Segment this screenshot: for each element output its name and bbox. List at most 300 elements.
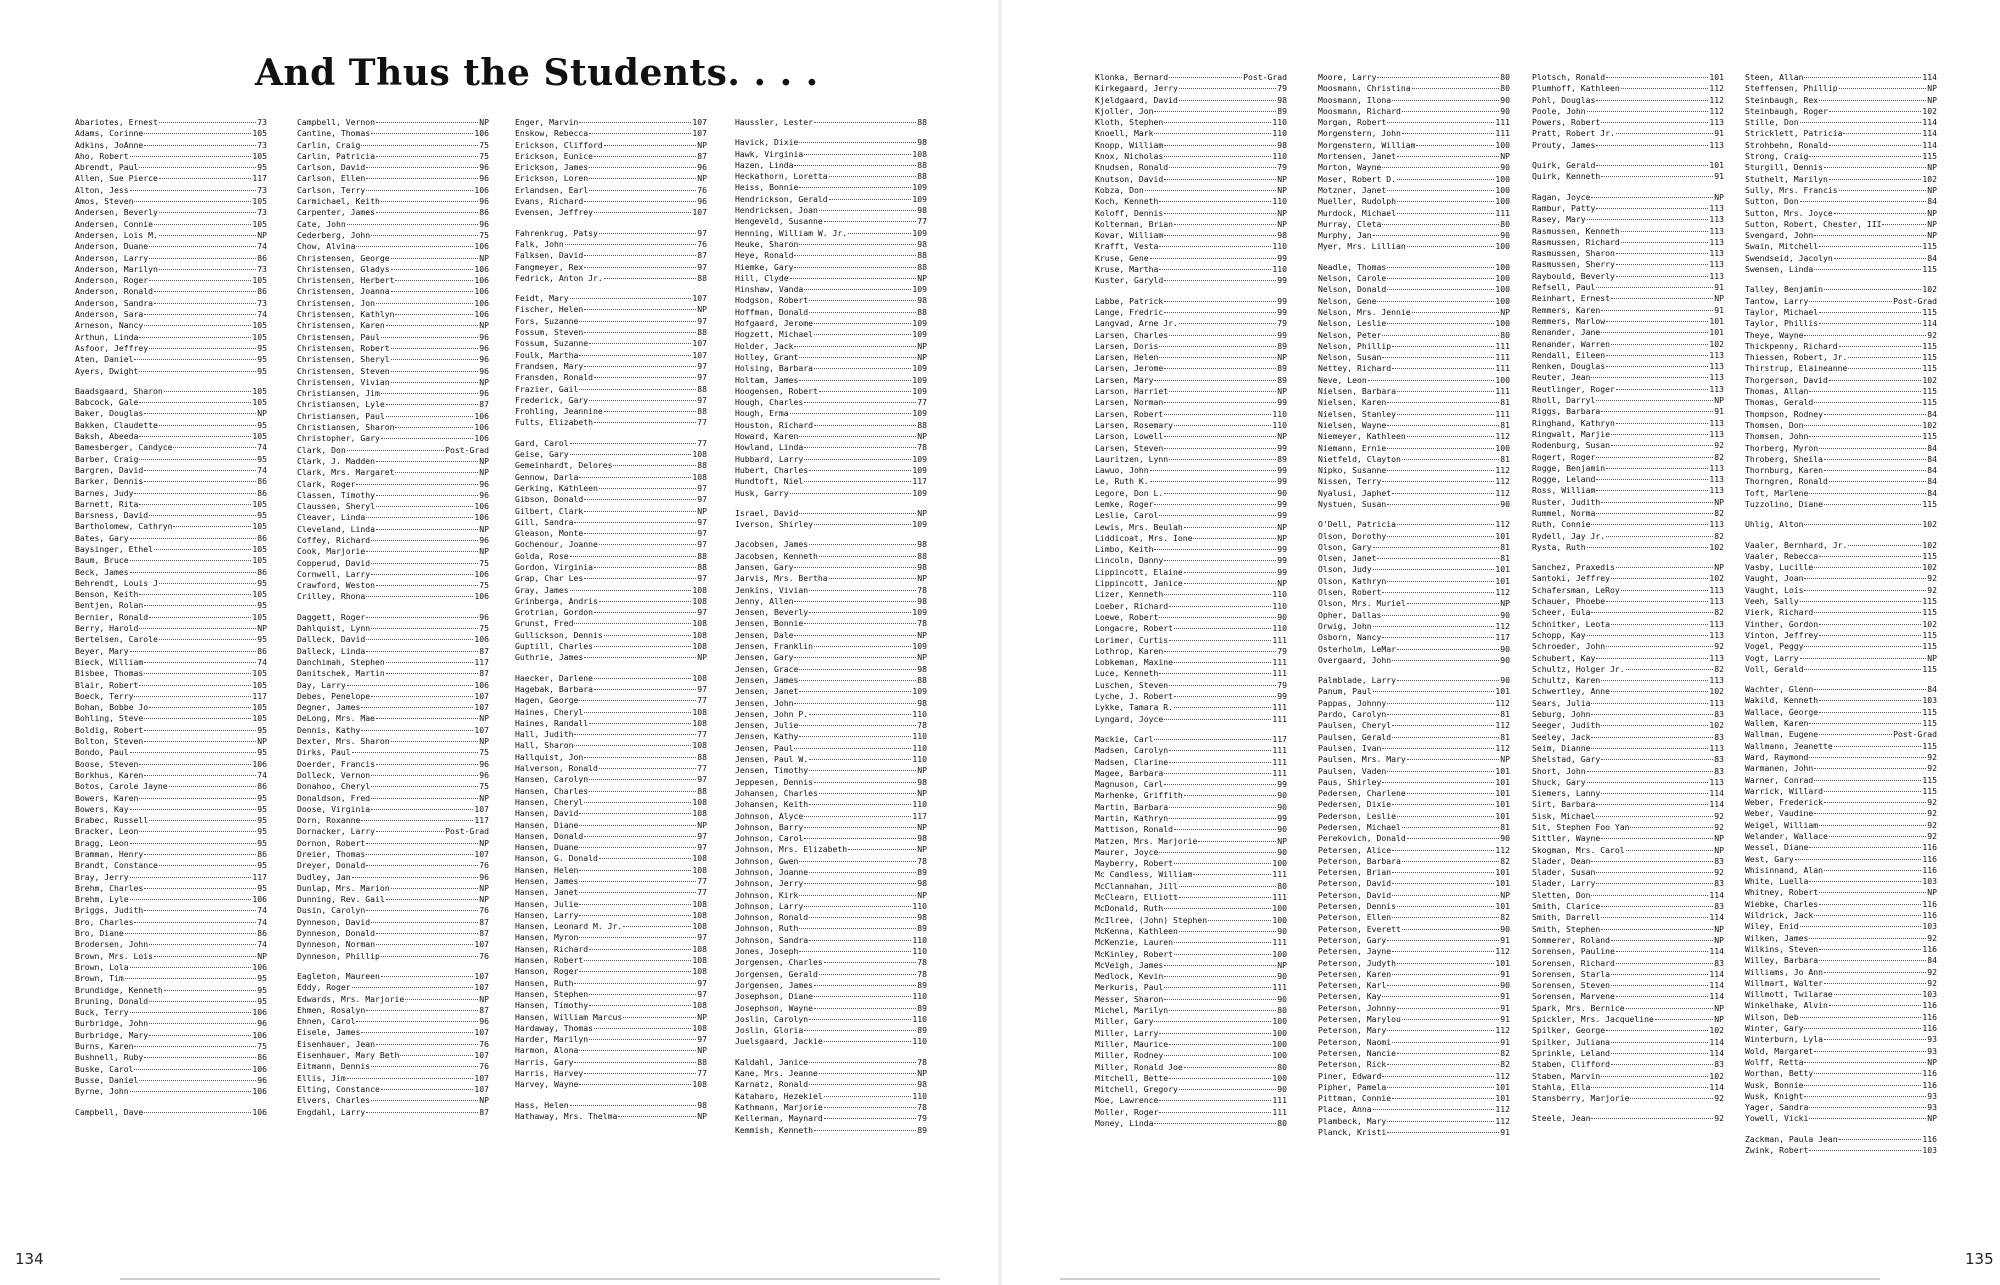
dot-leader xyxy=(1611,623,1708,625)
page-reference: 96 xyxy=(479,218,489,229)
dot-leader xyxy=(391,347,479,349)
student-name: Sit, Stephen Foo Yan xyxy=(1532,822,1630,832)
student-name: Murphy, Jan xyxy=(1318,230,1372,241)
student-name: Andersen, Lois M. xyxy=(75,229,158,240)
student-name: Steen, Allan xyxy=(1745,72,1804,82)
student-name: Marhenke, Griffith xyxy=(1095,790,1183,801)
student-entry xyxy=(1532,418,1724,429)
student-name: Hoogensen, Robert xyxy=(735,385,818,396)
page-reference: 100 xyxy=(1495,139,1510,150)
dot-leader xyxy=(391,370,479,372)
student-name: Danitschek, Martin xyxy=(297,668,385,679)
page-reference: 74 xyxy=(257,769,267,780)
student-name: Pedersen, Dixie xyxy=(1318,799,1392,810)
student-name: Paulsen, Mrs. Mary xyxy=(1318,754,1406,765)
page-reference: 90 xyxy=(1277,971,1287,982)
student-entry xyxy=(75,1030,267,1041)
dot-leader xyxy=(1154,110,1276,112)
page-reference: 97 xyxy=(697,360,707,371)
dot-leader xyxy=(1611,973,1708,975)
student-entry xyxy=(1318,788,1510,799)
student-name: McKenzie, Lauren xyxy=(1095,937,1173,948)
dot-leader xyxy=(371,573,473,575)
dot-leader xyxy=(1407,245,1495,247)
dot-leader xyxy=(154,548,251,550)
student-entry xyxy=(515,673,707,684)
student-entry xyxy=(297,759,489,770)
student-name: Wusk, Knight xyxy=(1745,1090,1804,1101)
student-name: Swain, Mitchell xyxy=(1745,241,1819,252)
student-entry xyxy=(1532,259,1724,270)
student-entry xyxy=(1095,174,1287,185)
page-reference: 114 xyxy=(1709,1036,1724,1047)
page-reference: 98 xyxy=(917,595,927,606)
dot-leader xyxy=(1150,469,1277,471)
dot-leader xyxy=(1809,846,1921,848)
student-name: Dreyer, Donald xyxy=(297,860,366,871)
dot-leader xyxy=(1601,1075,1708,1077)
student-name: Nielsen, Stanley xyxy=(1318,408,1396,419)
student-entry xyxy=(297,524,489,535)
dot-leader xyxy=(1387,1086,1494,1088)
page-reference: 102 xyxy=(1709,1025,1724,1036)
student-entry xyxy=(1745,607,1937,618)
student-name: Nelson, Peter xyxy=(1318,329,1382,340)
student-entry xyxy=(1745,307,1937,318)
page-reference: 108 xyxy=(692,1022,707,1033)
student-entry xyxy=(735,991,927,1002)
dot-leader xyxy=(809,769,916,771)
student-name: Jensen, Julie xyxy=(735,720,799,731)
dot-leader xyxy=(1804,577,1926,579)
dot-leader xyxy=(1397,178,1494,180)
student-entry xyxy=(1095,95,1287,106)
dot-leader xyxy=(1179,896,1272,898)
page-reference: 113 xyxy=(1709,596,1724,607)
student-entry xyxy=(1532,519,1724,530)
student-name: Frazier, Gail xyxy=(515,383,579,394)
page-reference: 96 xyxy=(479,354,489,365)
page-reference: 105 xyxy=(252,589,267,600)
student-entry xyxy=(1318,1025,1510,1036)
page-reference: 108 xyxy=(692,584,707,595)
student-entry xyxy=(1095,241,1287,252)
student-entry xyxy=(1532,924,1724,935)
student-entry xyxy=(1532,83,1724,94)
student-name: Neve, Leon xyxy=(1318,374,1367,385)
dot-leader xyxy=(1412,311,1500,313)
student-name: Hansen, William Marcus xyxy=(515,1011,623,1022)
page-reference: 88 xyxy=(917,674,927,685)
student-name: Refsell, Paul xyxy=(1532,282,1596,293)
dot-leader xyxy=(386,672,479,674)
dot-leader xyxy=(579,936,696,938)
student-entry xyxy=(1095,544,1287,555)
dot-leader xyxy=(1829,835,1926,837)
student-name: Sears, Julia xyxy=(1532,697,1591,708)
student-entry xyxy=(75,555,267,566)
page-reference: 111 xyxy=(1495,352,1510,363)
student-entry xyxy=(735,551,927,562)
student-entry xyxy=(1745,499,1937,510)
student-name: Johnson, Ruth xyxy=(735,923,799,934)
student-name: Schultz, Holger Jr. xyxy=(1532,663,1625,674)
page-reference: 103 xyxy=(1922,921,1937,932)
page-reference: 88 xyxy=(697,561,707,572)
student-name: Carlson, Ellen xyxy=(297,173,366,184)
student-entry xyxy=(1318,632,1510,643)
student-entry xyxy=(1318,709,1510,720)
student-name: Amos, Steven xyxy=(75,196,134,207)
student-entry xyxy=(1532,128,1724,139)
page-reference: 109 xyxy=(912,318,927,329)
page-reference: 108 xyxy=(692,641,707,652)
page-reference: NP xyxy=(697,304,707,315)
dot-leader xyxy=(371,1065,478,1067)
student-name: Bushnell, Ruby xyxy=(75,1052,144,1063)
student-name: Kirkegaard, Jerry xyxy=(1095,83,1178,94)
student-name: McKenna, Kathleen xyxy=(1095,925,1178,936)
student-entry xyxy=(1095,892,1287,903)
student-name: Larsen, Mary xyxy=(1095,374,1154,385)
student-name: Debes, Penelope xyxy=(297,690,371,701)
student-name: Bertelsen, Carole xyxy=(75,634,158,645)
dot-leader xyxy=(1611,939,1713,941)
student-name: Hansen, Leonard M. Jr. xyxy=(515,921,623,932)
page-reference: 110 xyxy=(912,946,927,957)
dot-leader xyxy=(604,410,697,412)
dot-leader xyxy=(169,785,257,787)
student-name: Christensen, Kathlyn xyxy=(297,309,395,320)
page-reference: 112 xyxy=(1709,105,1724,116)
page-reference: 96 xyxy=(479,331,489,342)
dot-leader xyxy=(809,589,916,591)
dot-leader xyxy=(1587,546,1709,548)
page-reference: 77 xyxy=(917,216,927,227)
dot-leader xyxy=(1611,1052,1708,1054)
student-entry xyxy=(297,1084,489,1095)
dot-leader xyxy=(579,699,696,701)
student-name: Bernier, Ronald xyxy=(75,611,149,622)
student-name: Siemers, Lanny xyxy=(1532,788,1601,799)
student-name: Hansen, Richard xyxy=(515,943,589,954)
student-entry xyxy=(1095,409,1287,420)
student-name: Jones, Joseph xyxy=(735,946,799,957)
dot-leader xyxy=(134,200,251,202)
student-name: Krafft, Vesta xyxy=(1095,241,1159,252)
dot-leader xyxy=(381,336,478,338)
dot-leader xyxy=(1392,99,1499,101)
page-reference: 111 xyxy=(1272,1095,1287,1106)
page-reference: 82 xyxy=(1500,1059,1510,1070)
student-entry xyxy=(1745,944,1937,955)
dot-leader xyxy=(1169,76,1242,78)
student-entry xyxy=(297,793,489,804)
dot-leader xyxy=(1164,279,1276,281)
page-reference: 87 xyxy=(479,645,489,656)
page-reference: 78 xyxy=(917,855,927,866)
student-entry xyxy=(1745,162,1937,173)
dot-leader xyxy=(1169,334,1276,336)
student-name: White, Luella xyxy=(1745,876,1809,887)
student-entry xyxy=(1532,463,1724,474)
student-entry xyxy=(1532,833,1724,844)
student-name: Bentjen, Rolan xyxy=(75,600,144,611)
student-entry xyxy=(735,273,927,284)
dot-leader xyxy=(1591,860,1713,862)
student-entry xyxy=(1745,106,1937,117)
dot-leader xyxy=(159,424,256,426)
student-entry xyxy=(1532,698,1724,709)
page-reference: 80 xyxy=(1500,83,1510,94)
dot-leader xyxy=(130,808,257,810)
student-name: Erickson, James xyxy=(515,162,589,173)
dot-leader xyxy=(1164,413,1271,415)
dot-leader xyxy=(1596,144,1708,146)
dot-leader xyxy=(391,358,479,360)
dot-leader xyxy=(1164,783,1276,785)
student-name: Howland, Linda xyxy=(735,442,804,453)
dot-leader xyxy=(1169,817,1276,819)
student-entry xyxy=(1318,262,1510,273)
page-reference: 98 xyxy=(917,697,927,708)
dot-leader xyxy=(376,943,473,945)
page-reference: 110 xyxy=(912,1013,927,1024)
page-reference: 100 xyxy=(1495,284,1510,295)
name-column-4 xyxy=(735,117,927,1136)
page-reference: 113 xyxy=(1709,383,1724,394)
student-name: Golda, Rose xyxy=(515,550,569,561)
page-reference: 113 xyxy=(1709,139,1724,150)
bottom-rule-left xyxy=(120,1278,940,1280)
page-title: And Thus the Students. . . . xyxy=(255,52,819,94)
student-name: Campbell, Dave xyxy=(75,1106,144,1117)
student-name: Nelson, Phillip xyxy=(1318,340,1392,351)
student-entry xyxy=(75,691,267,702)
student-entry xyxy=(1318,621,1510,632)
page-reference: 111 xyxy=(1272,745,1287,756)
student-name: Schroeder, John xyxy=(1532,641,1606,652)
dot-leader xyxy=(599,487,696,489)
dot-leader xyxy=(1819,322,1921,324)
dot-leader xyxy=(1387,266,1494,268)
student-name: Worthan, Betty xyxy=(1745,1068,1814,1079)
section-gap xyxy=(75,377,267,386)
dot-leader xyxy=(1601,410,1713,412)
dot-leader xyxy=(1824,288,1921,290)
student-entry xyxy=(1318,720,1510,731)
page-reference: 84 xyxy=(1927,684,1937,695)
student-name: Ringhand, Kathryn xyxy=(1532,417,1615,428)
student-entry xyxy=(297,634,489,645)
student-name: Larsen, Rosemary xyxy=(1095,419,1173,430)
dot-leader xyxy=(1373,625,1495,627)
dot-leader xyxy=(144,740,256,742)
dot-leader xyxy=(1616,950,1709,952)
page-reference: 105 xyxy=(252,679,267,690)
name-column-2 xyxy=(297,117,489,1118)
student-entry xyxy=(75,264,267,275)
student-name: Alton, Jess xyxy=(75,184,129,195)
student-entry xyxy=(297,173,489,184)
student-name: Jensen, Franklin xyxy=(735,641,813,652)
student-entry xyxy=(515,1057,707,1068)
student-name: Grunst, Fred xyxy=(515,618,574,629)
page-reference: 86 xyxy=(257,928,267,939)
student-entry xyxy=(1095,971,1287,982)
student-name: Wachter, Glenn xyxy=(1745,684,1814,695)
student-entry xyxy=(1095,140,1287,151)
page-reference: 82 xyxy=(1714,663,1724,674)
dot-leader xyxy=(584,711,691,713)
student-entry xyxy=(75,860,267,871)
dot-leader xyxy=(1368,379,1495,381)
page-reference: 79 xyxy=(1277,162,1287,173)
student-name: Cate, John xyxy=(297,218,346,229)
page-reference: 98 xyxy=(917,912,927,923)
student-entry xyxy=(1532,429,1724,440)
student-entry xyxy=(75,499,267,510)
student-entry xyxy=(1095,264,1287,275)
student-entry xyxy=(1318,958,1510,969)
page-reference: 106 xyxy=(252,961,267,972)
dot-leader xyxy=(395,426,473,428)
page-reference: NP xyxy=(1927,1113,1937,1124)
student-name: Dynneson, David xyxy=(297,916,371,927)
dot-leader xyxy=(405,998,478,1000)
student-entry xyxy=(515,763,707,774)
student-entry xyxy=(515,293,707,304)
page-reference: 91 xyxy=(1500,1002,1510,1013)
dot-leader xyxy=(1164,121,1271,123)
student-name: Knudsen, Ronald xyxy=(1095,162,1169,173)
student-name: Knoell, Mark xyxy=(1095,128,1154,139)
dot-leader xyxy=(1397,1052,1499,1054)
dot-leader xyxy=(371,785,478,787)
student-entry xyxy=(75,454,267,465)
dot-leader xyxy=(1382,356,1494,358)
student-entry xyxy=(1532,991,1724,1002)
page-reference: 105 xyxy=(252,555,267,566)
dot-leader xyxy=(1611,577,1708,579)
dot-leader xyxy=(391,887,479,889)
student-name: Fangmeyer, Rex xyxy=(515,261,584,272)
student-name: Madsen, Carolyn xyxy=(1095,745,1169,756)
dot-leader xyxy=(347,1077,474,1079)
dot-leader xyxy=(1804,645,1921,647)
student-entry xyxy=(1745,585,1937,596)
student-name: Abariotes, Ernest xyxy=(75,117,158,127)
student-entry xyxy=(75,905,267,916)
student-entry xyxy=(515,384,707,395)
student-name: Hansen, Diane xyxy=(515,819,579,830)
student-entry xyxy=(297,366,489,377)
student-entry xyxy=(75,939,267,950)
page-reference: 116 xyxy=(1922,1000,1937,1011)
page-reference: 99 xyxy=(1277,295,1287,306)
student-entry xyxy=(297,849,489,860)
dot-leader xyxy=(1397,523,1494,525)
page-reference: 106 xyxy=(252,758,267,769)
page-reference: 98 xyxy=(917,833,927,844)
dot-leader xyxy=(1174,627,1271,629)
student-name: Thomsen, Don xyxy=(1745,419,1804,430)
page-reference: 105 xyxy=(252,218,267,229)
page-reference: NP xyxy=(1714,1002,1724,1013)
dot-leader xyxy=(366,189,473,191)
student-entry xyxy=(297,1095,489,1106)
student-name: Reuter, Jean xyxy=(1532,372,1591,383)
student-entry xyxy=(1532,1113,1724,1124)
student-entry xyxy=(1095,488,1287,499)
student-name: Pedersen, Michael xyxy=(1318,822,1401,832)
student-name: Nielsen, Barbara xyxy=(1318,386,1396,397)
student-entry xyxy=(75,815,267,826)
page-reference: 110 xyxy=(912,991,927,1002)
student-entry xyxy=(75,567,267,578)
student-name: Sorensen, Marvene xyxy=(1532,991,1615,1002)
page-reference: 98 xyxy=(917,776,927,787)
student-entry xyxy=(735,969,927,980)
page-reference: 108 xyxy=(692,909,707,920)
student-entry xyxy=(515,449,707,460)
page-reference: 83 xyxy=(1714,901,1724,912)
student-name: Petersen, Marylou xyxy=(1318,1014,1401,1025)
dot-leader xyxy=(579,970,691,972)
dot-leader xyxy=(1809,1106,1926,1108)
page-reference: 99 xyxy=(1277,544,1287,555)
student-entry xyxy=(735,799,927,810)
student-entry xyxy=(75,725,267,736)
page-reference: 111 xyxy=(1495,408,1510,419)
student-entry xyxy=(75,151,267,162)
student-name: Schultz, Karen xyxy=(1532,675,1601,686)
page-reference: 99 xyxy=(1277,510,1287,521)
student-entry xyxy=(515,562,707,573)
page-reference: NP xyxy=(1277,578,1287,589)
page-reference: 116 xyxy=(1922,853,1937,864)
page-reference: 106 xyxy=(474,297,489,308)
page-reference: NP xyxy=(1714,562,1724,573)
page-reference: 115 xyxy=(1922,431,1937,442)
page-reference: 114 xyxy=(1922,139,1937,150)
dot-leader xyxy=(1814,767,1926,769)
dot-leader xyxy=(594,677,691,679)
student-name: Madsen, Clarine xyxy=(1095,756,1169,767)
student-name: Frandsen, Mary xyxy=(515,360,584,371)
student-name: Haines, Randall xyxy=(515,717,589,728)
student-entry xyxy=(297,377,489,388)
page-reference: 111 xyxy=(1495,363,1510,374)
page-reference: 105 xyxy=(252,668,267,679)
dot-leader xyxy=(376,584,478,586)
dot-leader xyxy=(1387,424,1499,426)
student-name: Barnett, Rita xyxy=(75,498,139,509)
student-entry xyxy=(1095,1062,1287,1073)
page-reference: 106 xyxy=(474,275,489,286)
student-entry xyxy=(515,978,707,989)
student-name: Legore, Don L. xyxy=(1095,487,1164,498)
student-entry xyxy=(1532,1082,1724,1093)
student-name: Hansen, Ruth xyxy=(515,977,574,988)
student-entry xyxy=(735,652,927,663)
student-name: Aho, Robert xyxy=(75,150,129,161)
student-entry xyxy=(515,641,707,652)
page-reference: 91 xyxy=(1714,128,1724,139)
student-entry xyxy=(1745,443,1937,454)
student-entry xyxy=(1532,160,1724,171)
page-reference: 113 xyxy=(1709,248,1724,259)
